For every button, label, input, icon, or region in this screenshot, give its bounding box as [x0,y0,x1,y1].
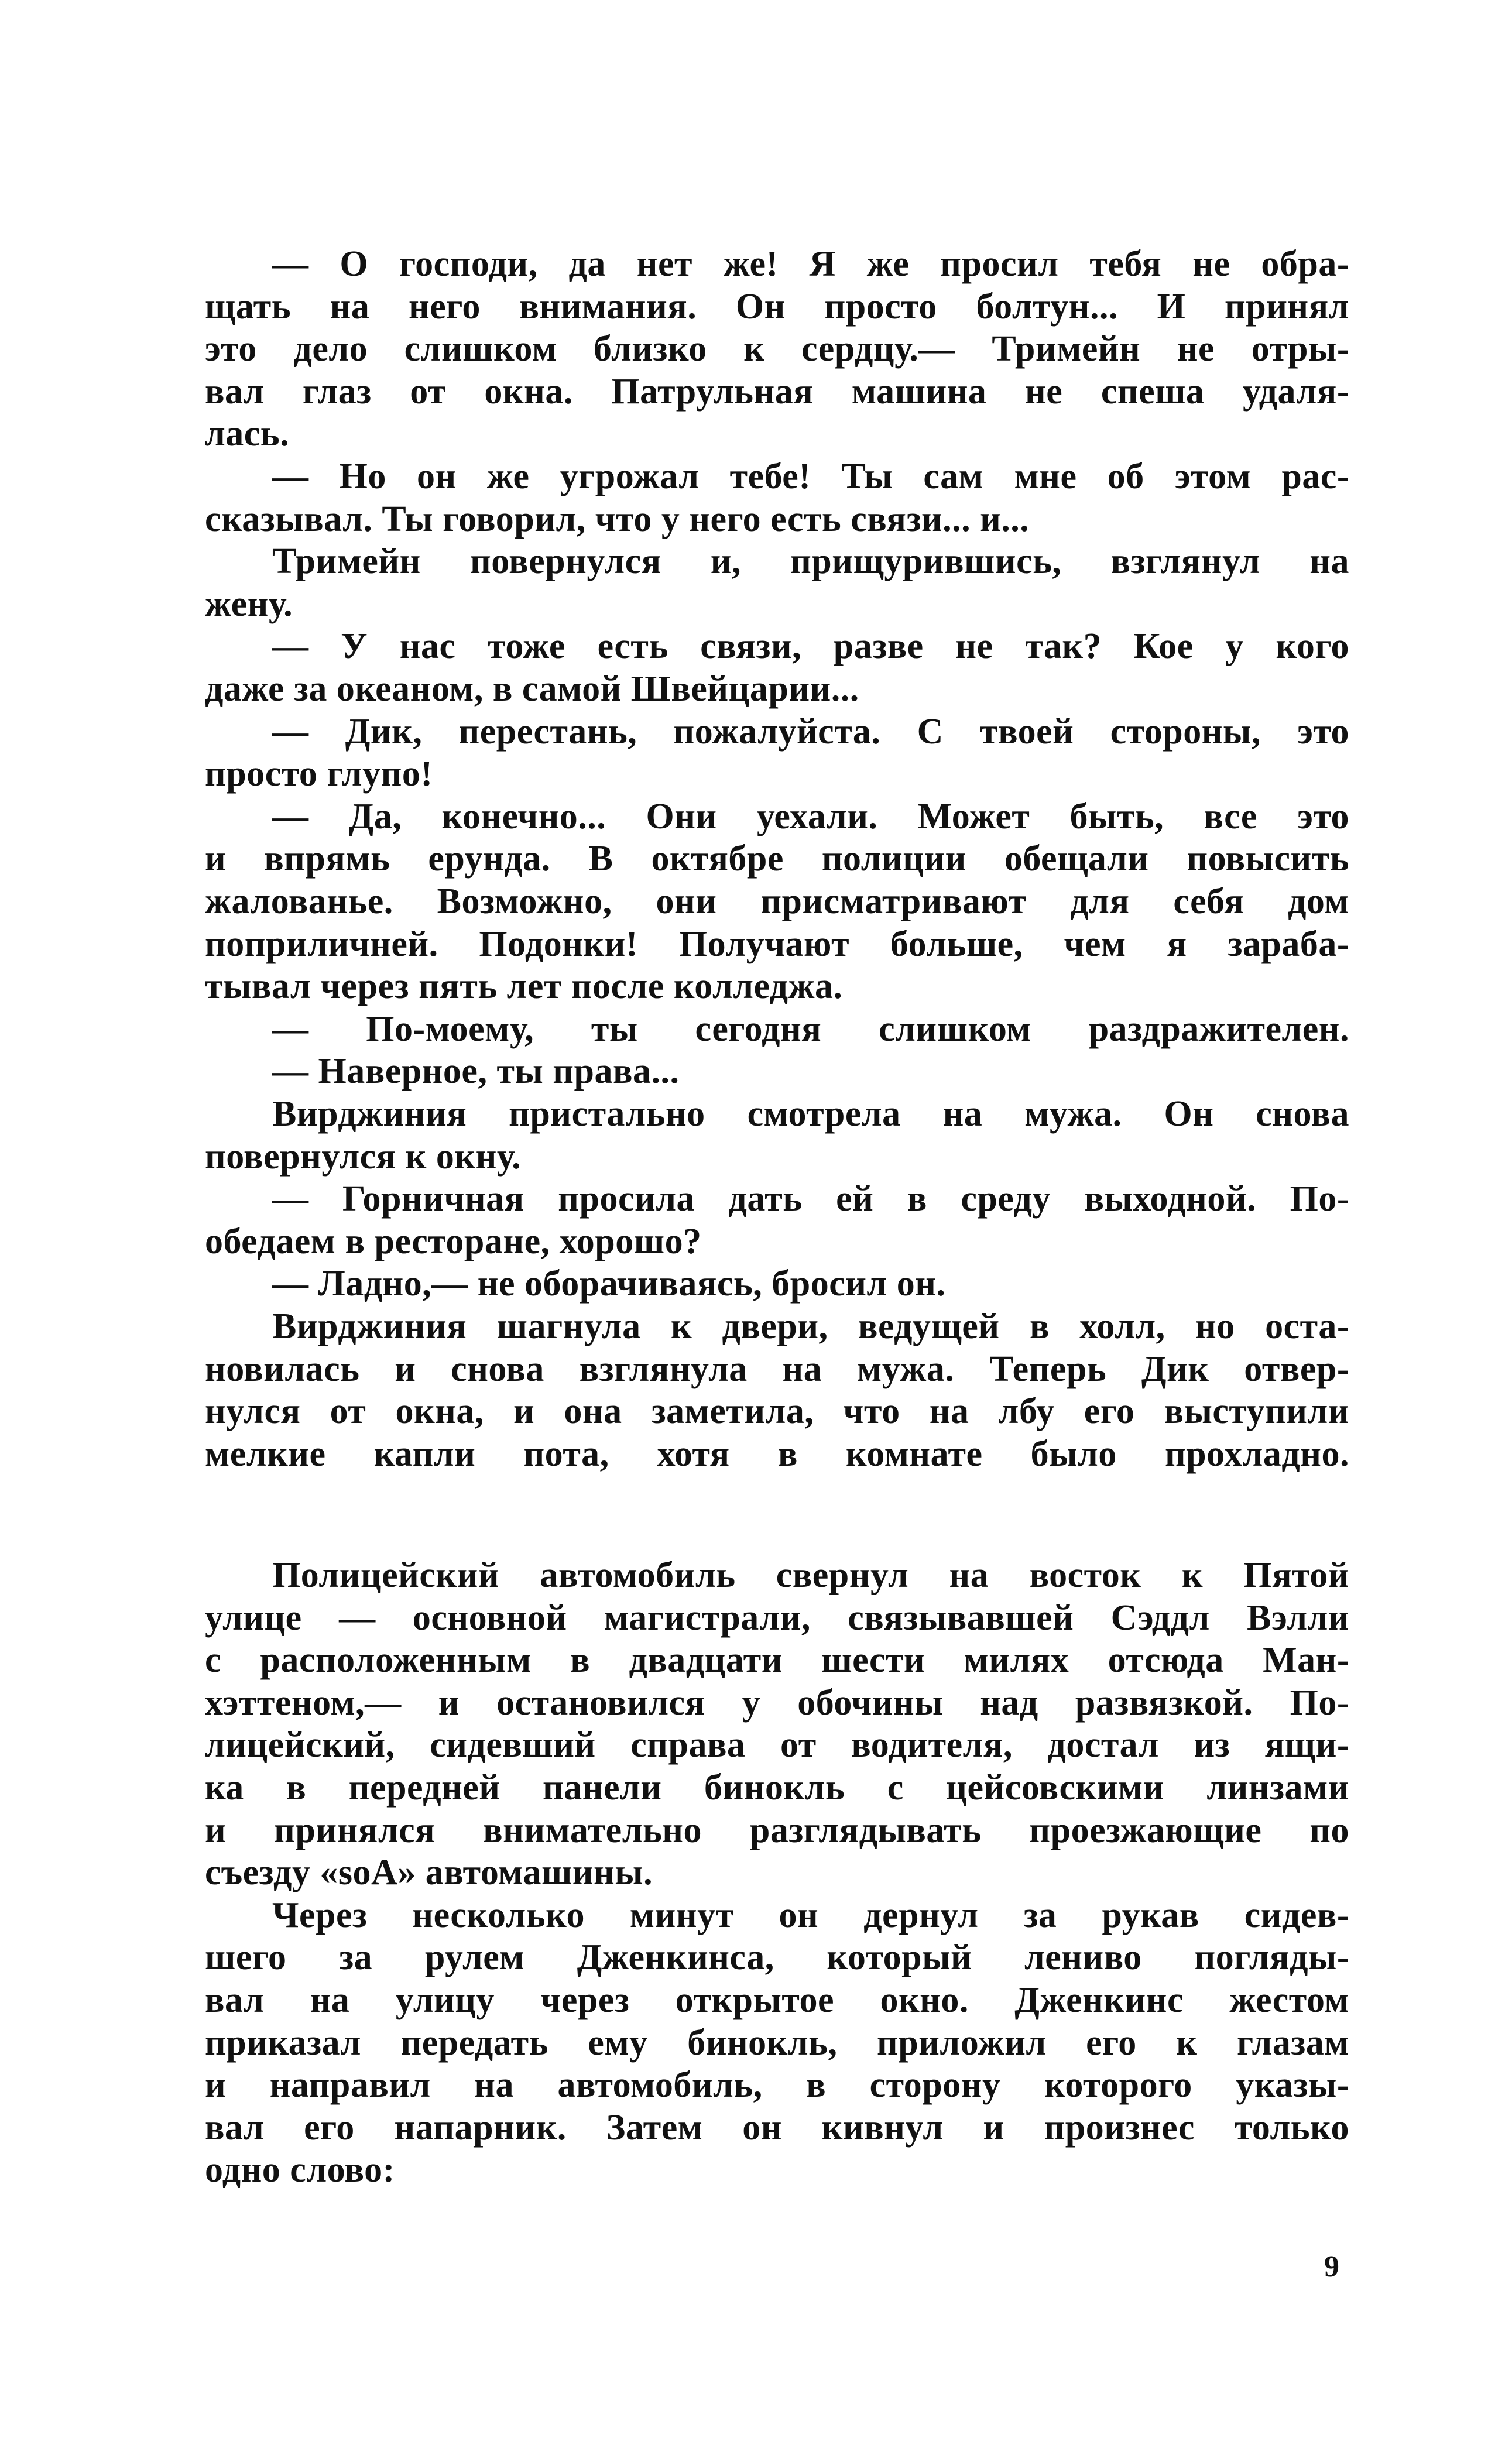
text-line: Тримейн повернулся и, прищурившись, взглянул на [272,541,1349,581]
text-line: вал глаз от окна. Патрульная машина не спеша удаля- [205,372,1349,412]
text-line: щать на него внимания. Он просто болтун... И принял [205,287,1349,327]
text-line: — Горничная просила дать ей в среду выходной. По- [272,1179,1349,1219]
text-line: шего за рулем Дженкинса, который лениво погляды- [205,1938,1349,1977]
text-line: — Дик, перестань, пожалуйста. С твоей стороны, это [272,712,1349,752]
text-line: — По-моему, ты сегодня слишком раздражителен. [272,1009,1349,1049]
text-line: поприличней. Подонки! Получают больше, чем я зараба- [205,924,1349,964]
text-line: обедаем в ресторане, хорошо? [205,1222,702,1261]
text-line: даже за океаном, в самой Швейцарии... [205,669,859,709]
text-line: жалованье. Возможно, они присматривают для себя дом [205,882,1349,921]
text-line: — О господи, да нет же! Я же просил тебя не обра- [272,244,1349,284]
text-line: жену. [205,584,293,624]
text-line: — Ладно,— не оборачиваясь, бросил он. [272,1264,946,1304]
text-line: нулся от окна, и она заметила, что на лбу его выступили [205,1391,1349,1431]
text-line: и принялся внимательно разглядывать проезжающие по [205,1811,1349,1850]
text-line: Полицейский автомобиль свернул на восток к Пятой [272,1555,1349,1595]
text-line: вал его напарник. Затем он кивнул и произнес только [205,2108,1349,2148]
page-number: 9 [1324,2250,1339,2283]
text-line: лась. [205,414,290,454]
text-line: и направил на автомобиль, в сторону которого указы- [205,2065,1349,2105]
text-line: повернулся к окну. [205,1137,522,1177]
text-line: — Но он же угрожал тебе! Ты сам мне об этом рас- [272,457,1349,496]
text-line: и впрямь ерунда. В октябре полиции обещали повысить [205,839,1349,879]
text-line: новилась и снова взглянула на мужа. Теперь Дик отвер- [205,1349,1349,1389]
text-line: съезду «soA» автомашины. [205,1853,653,1892]
text-line: вал на улицу через открытое окно. Дженкинс жестом [205,1980,1349,2020]
text-line: лицейский, сидевший справа от водителя, достал из ящи- [205,1725,1349,1765]
text-line: тывал через пять лет после колледжа. [205,966,843,1006]
text-line: Через несколько минут он дернул за рукав сидев- [272,1895,1349,1935]
text-line: одно слово: [205,2150,395,2190]
text-line: хэттеном,— и остановился у обочины над развязкой. По- [205,1683,1349,1723]
text-line: улице — основной магистрали, связывавшей Сэддл Вэлли [205,1598,1349,1638]
text-line: сказывал. Ты говорил, что у него есть связи... и... [205,499,1030,539]
text-line: приказал передать ему бинокль, приложил его к глазам [205,2023,1349,2063]
text-line: мелкие капли пота, хотя в комнате было прохладно. [205,1434,1349,1474]
text-line: просто глупо! [205,754,433,794]
text-line: Вирджиния шагнула к двери, ведущей в холл, но оста- [272,1307,1349,1346]
text-line: — У нас тоже есть связи, разве не так? Кое у кого [272,626,1349,666]
text-line: ка в передней панели бинокль с цейсовскими линзами [205,1768,1349,1808]
text-line: — Наверное, ты права... [272,1051,680,1091]
text-line: Вирджиния пристально смотрела на мужа. Он снова [272,1094,1349,1134]
text-line: с расположенным в двадцати шести милях отсюда Ман- [205,1640,1349,1680]
text-line: это дело слишком близко к сердцу.— Тримейн не отры- [205,329,1349,369]
text-line: — Да, конечно... Они уехали. Может быть, все это [272,797,1349,836]
